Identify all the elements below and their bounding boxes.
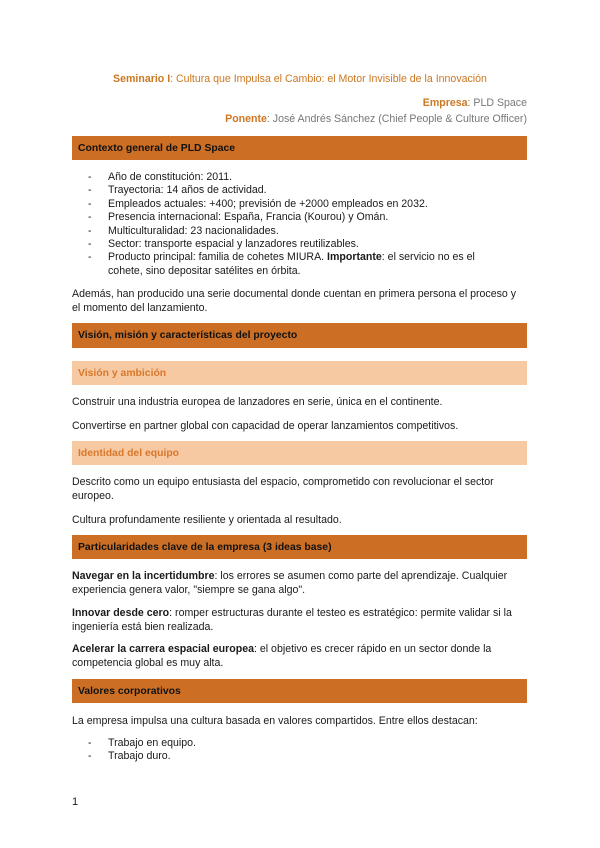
speaker-line bbox=[225, 113, 527, 125]
list-item: - Trabajo en equipo. bbox=[88, 737, 196, 749]
subheading-vision: Visión y ambición bbox=[72, 361, 527, 385]
list-item: - Presencia internacional: España, Francia (Kourou) y Omán. bbox=[88, 211, 389, 224]
context-list bbox=[88, 171, 508, 278]
section-heading-context: Contexto general de PLD Space bbox=[72, 136, 527, 160]
list-item: - Año de constitución: 2011. bbox=[88, 171, 233, 183]
list-item: - Trabajo duro. bbox=[88, 750, 171, 763]
seminar-title bbox=[0, 73, 600, 85]
company-key: Empresa bbox=[422, 97, 468, 109]
list-item: - Multiculturalidad: 23 nacionalidades. bbox=[88, 224, 279, 237]
speaker-key: Ponente bbox=[225, 113, 267, 125]
vision-paragraph-1: Construir una industria europea de lanzadores en serie, única en el continente. bbox=[72, 396, 443, 408]
idea-paragraph-1: Navegar en la incertidumbre: los errores se asumen como parte del aprendizaje. Cualquier experiencia genera valor, "siempre se gana algo". bbox=[72, 570, 508, 596]
section-heading-particularities: Particularidades clave de la empresa (3 ideas base) bbox=[72, 535, 527, 559]
page-number: 1 bbox=[72, 796, 79, 808]
subheading-team: Identidad del equipo bbox=[72, 441, 527, 465]
values-list bbox=[88, 737, 508, 764]
list-item: - Sector: transporte espacial y lanzadores reutilizables. bbox=[88, 238, 359, 251]
section-heading-values: Valores corporativos bbox=[72, 679, 527, 703]
idea-paragraph-2: Innovar desde cero: romper estructuras durante el testeo es estratégico: permite validar si la ingeniería está bien realizada. bbox=[72, 607, 512, 633]
list-item: - Producto principal: familia de cohetes MIURA. Importante: el servicio no es el cohete, sino depositar satélites en órbita. bbox=[88, 251, 475, 277]
company-line bbox=[423, 97, 527, 109]
speaker-value: : José Andrés Sánchez (Chief People & Culture Officer) bbox=[266, 113, 527, 125]
section-heading-vision: Visión, misión y características del proyecto bbox=[72, 323, 527, 348]
context-paragraph: Además, han producido una serie documental donde cuentan en primera persona el proceso y el momento del lanzamiento. bbox=[72, 288, 517, 314]
seminar-title-text: : Cultura que Impulsa el Cambio: el Motor Invisible de la Innovación bbox=[170, 73, 487, 85]
values-intro: La empresa impulsa una cultura basada en valores compartidos. Entre ellos destacan: bbox=[72, 715, 478, 727]
team-paragraph-2: Cultura profundamente resiliente y orientada al resultado. bbox=[72, 514, 342, 526]
seminar-label: Seminario I bbox=[113, 73, 171, 85]
vision-paragraph-2: Convertirse en partner global con capacidad de operar lanzamientos competitivos. bbox=[72, 420, 459, 432]
team-paragraph-1: Descrito como un equipo entusiasta del espacio, comprometido con revolucionar el sector europeo. bbox=[72, 476, 494, 502]
idea-paragraph-3: Acelerar la carrera espacial europea: el objetivo es crecer rápido en un sector donde la competencia global es muy alta. bbox=[72, 643, 492, 669]
list-item: - Empleados actuales: +400; previsión de +2000 empleados en 2032. bbox=[88, 197, 428, 210]
list-item: - Trayectoria: 14 años de actividad. bbox=[88, 184, 267, 197]
company-value: : PLD Space bbox=[467, 97, 527, 109]
